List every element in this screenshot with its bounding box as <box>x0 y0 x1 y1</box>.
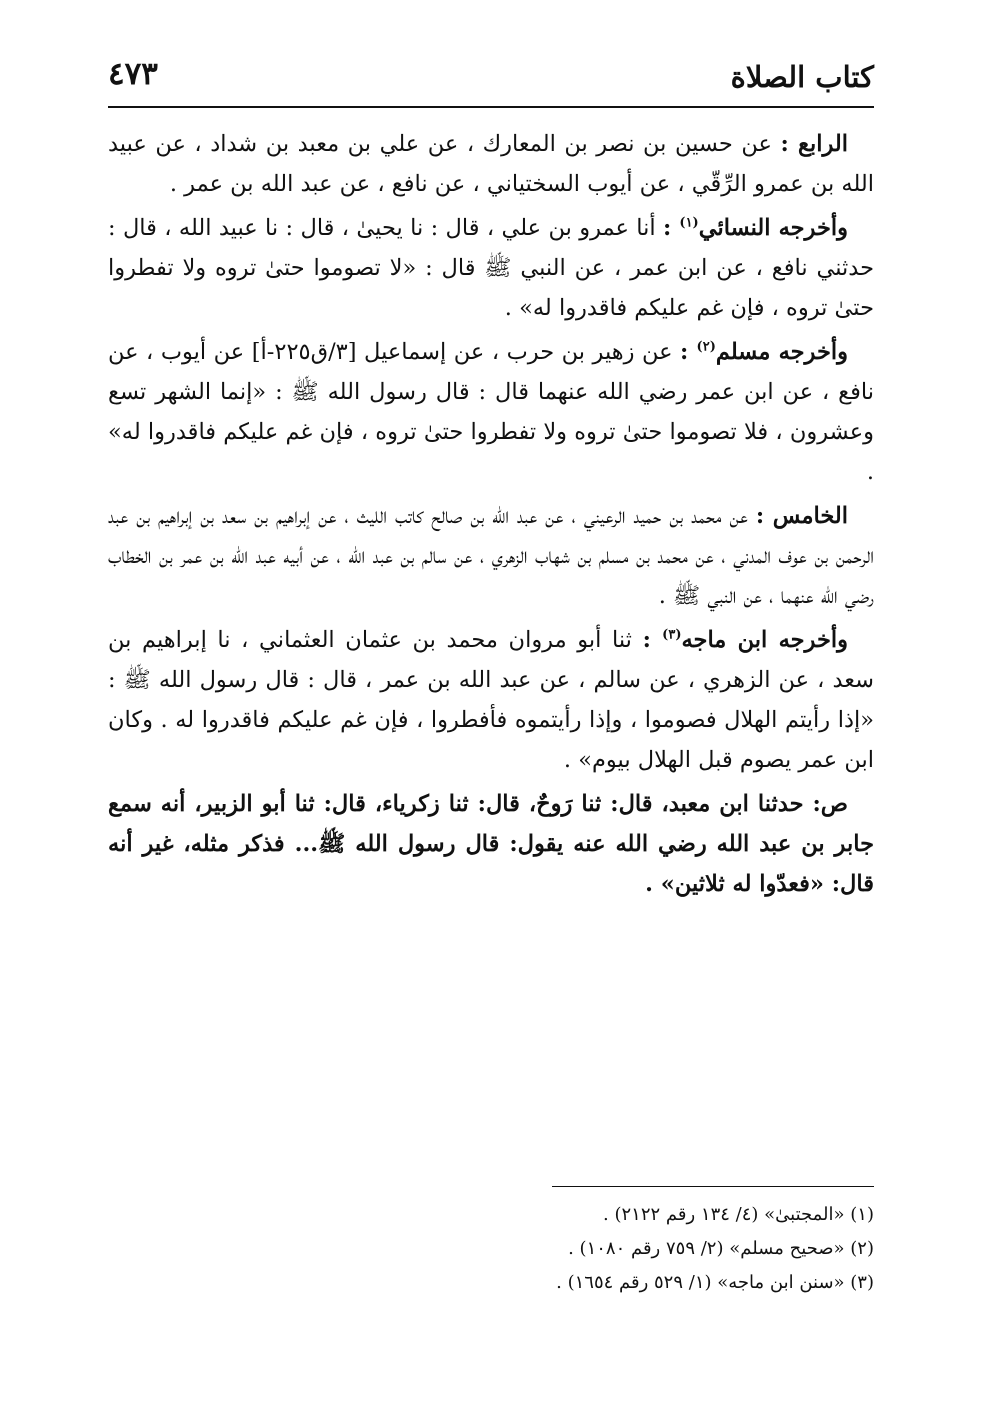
paragraph-lead: الخامس : <box>755 503 848 529</box>
page-number: ٤٧٣ <box>108 56 158 92</box>
paragraph-lead <box>643 627 848 653</box>
footnote-ref[interactable]: (٣) <box>662 627 682 643</box>
paragraph-ibn-majah <box>108 620 874 780</box>
paragraph-nasai <box>108 208 874 328</box>
paragraph-fourth-chain <box>108 124 874 204</box>
paragraph-text: عن حسين بن نصر بن المعارك ، عن علي بن معبد بن شداد ، عن عبيد الله بن عمرو الرِّقّي ، عن أيوب السختياني ، عن نافع ، عن عبد الله بن عمر . <box>108 131 874 197</box>
paragraph-text: عن محمد بن حميد الرعيني ، عن عبد الله بن صالح كاتب الليث ، عن إبراهيم بن سعد بن إبراهيم بن عبد الرحمن بن عوف المدني ، عن محمد بن مسلم بن شهاب الزهري ، عن سالم بن عبد الله ، عن أبيه عبد الله بن عمر بن الخطاب رضي الله عنهما ، عن النبي ﷺ . <box>108 503 874 609</box>
chapter-title: كتاب الصلاة <box>730 60 874 94</box>
footnote-2: (٢) «صحيح مسلم» (٢/ ٧٥٩ رقم ١٠٨٠) . <box>568 1238 874 1259</box>
paragraph-fifth-chain <box>108 496 874 616</box>
lead-text: وأخرجه النسائي <box>698 215 848 241</box>
paragraph-text: عن زهير بن حرب ، عن إسماعيل [٣/ق٢٢٥-أ] عن أيوب ، عن نافع ، عن ابن عمر رضي الله عنهما قال : قال رسول الله ﷺ : «إنما الشهر تسع وعشرون ، فلا تصوموا حتىٰ تروه ولا تفطروا حتىٰ تروه ، فإن غم عليكم فاقدروا له» . <box>108 339 874 485</box>
paragraph-text: ثنا أبو مروان محمد بن عثمان العثماني ، نا إبراهيم بن سعد ، عن الزهري ، عن سالم ، عن عبد الله بن عمر ، قال : قال رسول الله ﷺ : «إذا رأيتم الهلال فصوموا ، وإذا رأيتموه فأفطروا ، فإن غم عليكم فاقدروا له . وكان ابن عمر يصوم قبل الهلال بيوم» . <box>108 627 874 773</box>
page-header <box>108 52 874 104</box>
lead-text: وأخرجه ابن ماجه <box>681 627 849 653</box>
footnote-rule <box>552 1186 874 1187</box>
footnote-1: (١) «المجتبىٰ» (٤/ ١٣٤ رقم ٢١٢٢) . <box>603 1204 874 1225</box>
footnote-3: (٣) «سنن ابن ماجه» (١/ ٥٢٩ رقم ١٦٥٤) . <box>556 1272 874 1293</box>
header-rule <box>108 106 874 108</box>
footnotes <box>108 1198 874 1300</box>
paragraph-lead: ص: <box>812 791 848 817</box>
paragraph-text: حدثنا ابن معبد، قال: ثنا رَوحٌ، قال: ثنا زكرياء، قال: ثنا أبو الزبير، أنه سمع جابر بن عبد الله رضي الله عنه يقول: قال رسول الله ﷺ... فذكر مثله، غير أنه قال: «فعدّوا له ثلاثين» . <box>108 791 874 897</box>
lead-text: وأخرجه مسلم <box>715 339 848 365</box>
paragraph-lead <box>680 339 848 365</box>
paragraph-muslim <box>108 332 874 492</box>
footnote-ref[interactable]: (١) <box>679 215 699 231</box>
paragraph-lead <box>663 215 848 241</box>
paragraph-lead: الرابع : <box>780 131 848 157</box>
paragraph-main-text-hadith <box>108 784 874 904</box>
main-text <box>108 124 874 908</box>
paragraph-text: أنا عمرو بن علي ، قال : نا يحيىٰ ، قال : نا عبيد الله ، قال : حدثني نافع ، عن ابن عمر ، عن النبي ﷺ قال : «لا تصوموا حتىٰ تروه ولا تفطروا حتىٰ تروه ، فإن غم عليكم فاقدروا له» . <box>108 215 874 321</box>
lead-colon: : <box>663 215 680 241</box>
footnote-ref[interactable]: (٢) <box>696 339 716 355</box>
lead-colon: : <box>680 339 697 365</box>
lead-colon: : <box>642 627 663 653</box>
